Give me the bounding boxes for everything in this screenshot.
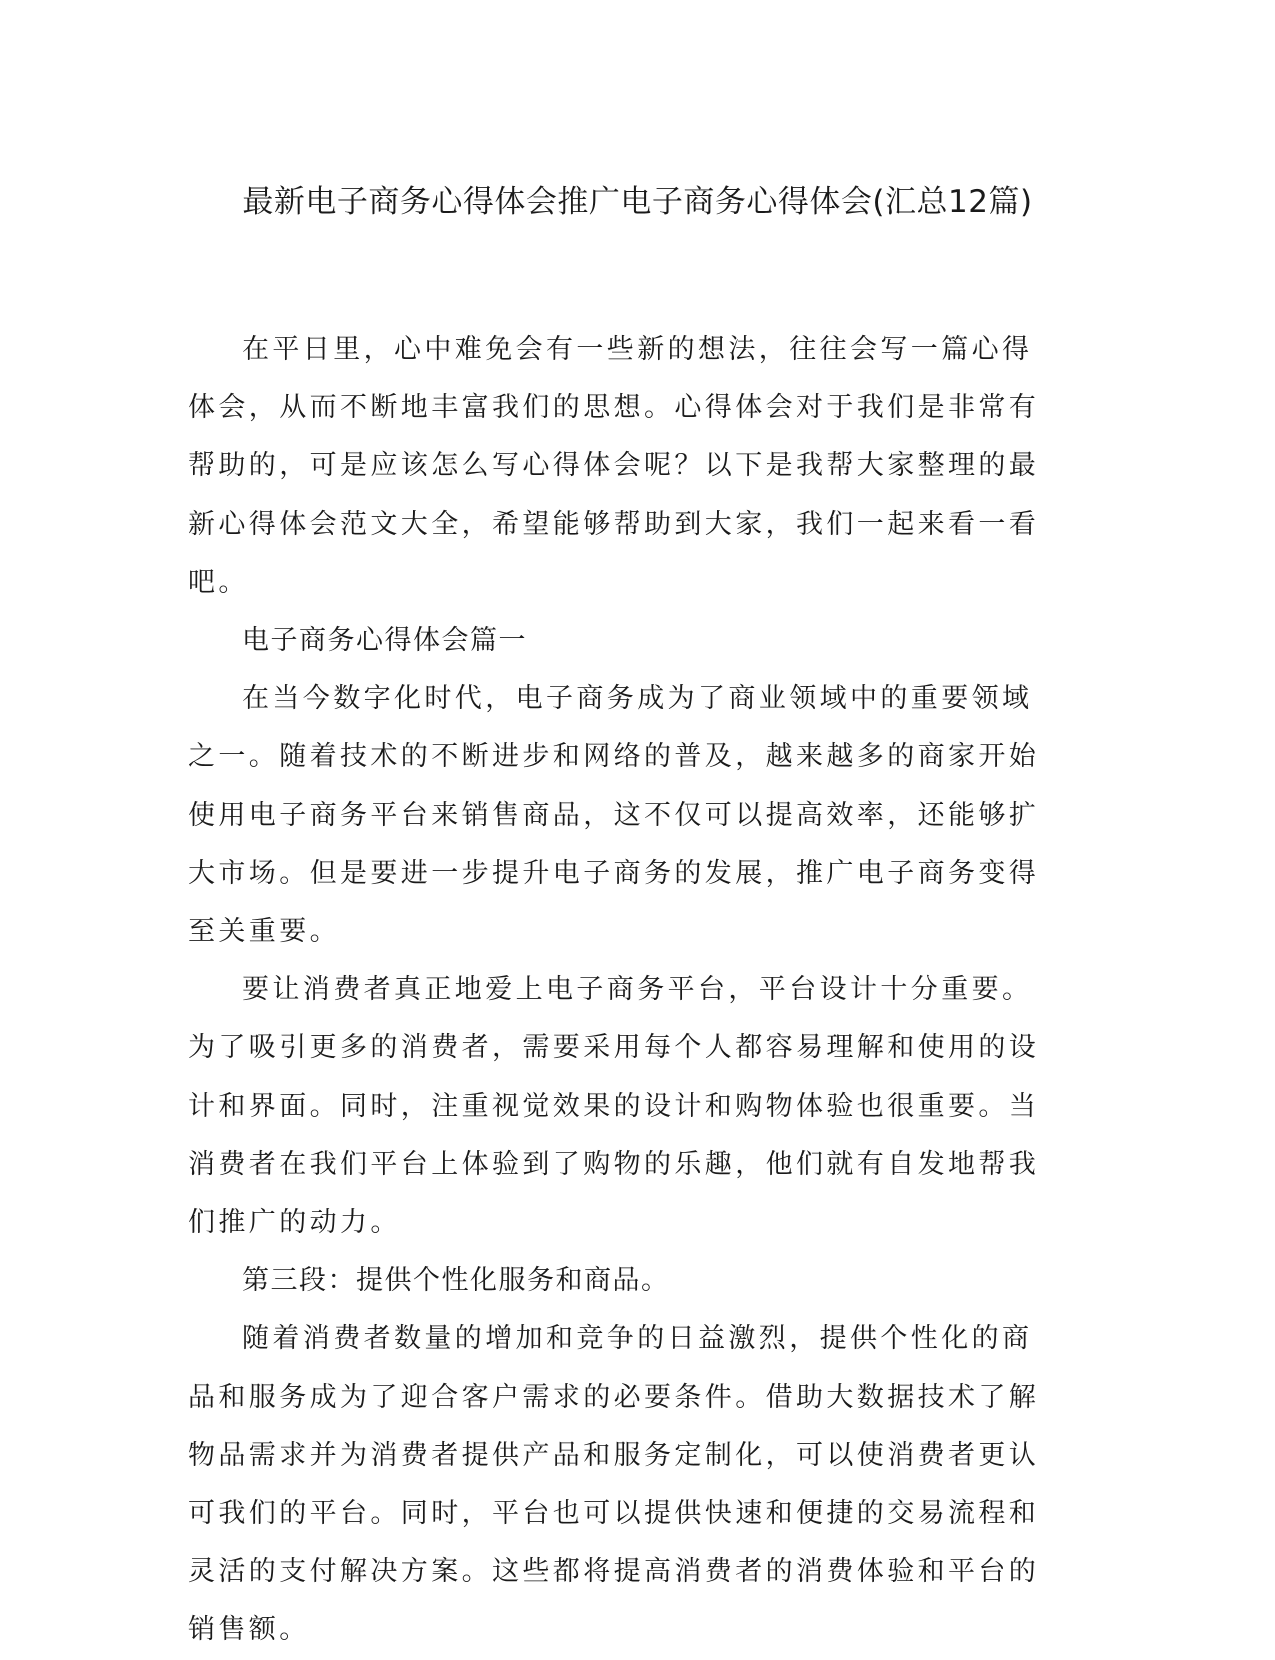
section-heading-1: 电子商务心得体会篇一 — [242, 625, 527, 657]
body-paragraph: 随着消费者数量的增加和竞争的日益激烈，提供个性化的商品和服务成为了迎合客户需求的必要条件。借助大数据技术了解物品需求并为消费者提供产品和服务定制化，可以使消费者更认可我们的平台。同时，平台也可以提供快速和便捷的交易流程和灵活的支付解决方案。这些都将提高消费者的消费体验和平台的销售额。 — [188, 1323, 1040, 1646]
section-heading-3: 第三段：提供个性化服务和商品。 — [242, 1265, 670, 1297]
body-paragraph: 在当今数字化时代，电子商务成为了商业领域中的重要领域之一。随着技术的不断进步和网络的普及，越来越多的商家开始使用电子商务平台来销售商品，这不仅可以提高效率，还能够扩大市场。但是要进一步提升电子商务的发展，推广电子商务变得至关重要。 — [188, 683, 1040, 948]
document-body — [188, 321, 1058, 1660]
intro-paragraph: 在平日里，心中难免会有一些新的想法，往往会写一篇心得体会，从而不断地丰富我们的思想。心得体会对于我们是非常有帮助的，可是应该怎么写心得体会呢？以下是我帮大家整理的最新心得体会范文大全，希望能够帮助到大家，我们一起来看一看吧。 — [188, 334, 1040, 598]
document-title: 最新电子商务心得体会推广电子商务心得体会(汇总12篇) — [242, 184, 1033, 220]
body-paragraph: 要让消费者真正地爱上电子商务平台，平台设计十分重要。为了吸引更多的消费者，需要采用每个人都容易理解和使用的设计和界面。同时，注重视觉效果的设计和购物体验也很重要。当消费者在我们平台上体验到了购物的乐趣，他们就有自发地帮我们推广的动力。 — [188, 974, 1040, 1239]
